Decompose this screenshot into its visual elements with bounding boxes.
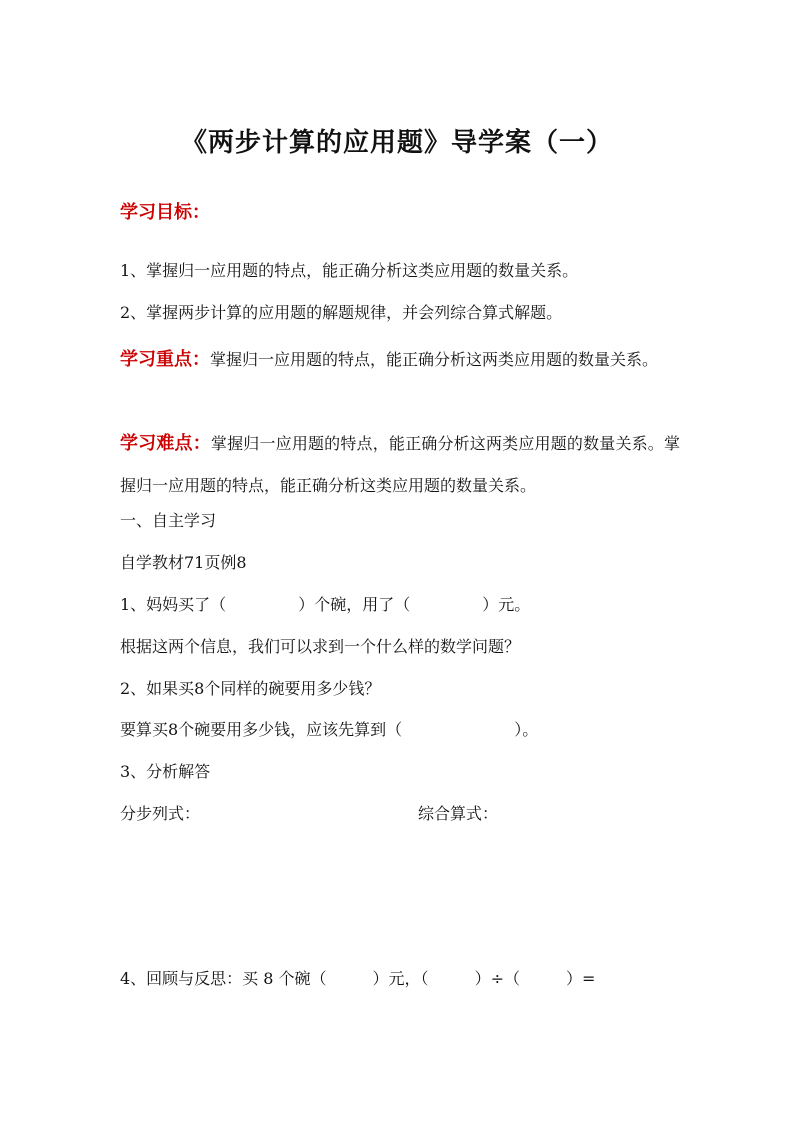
question-1 <box>120 594 680 616</box>
section1-heading: 一、自主学习 <box>120 511 217 530</box>
step-by-step-label: 分步列式： <box>120 804 201 823</box>
study-instruction: 自学教材71页例8 <box>120 553 247 572</box>
page-title: 《两步计算的应用题》导学案（一） <box>180 128 613 158</box>
q1-part-a: 1、妈妈买了（ <box>120 595 227 614</box>
difficulty <box>120 423 680 507</box>
question-4 <box>120 968 680 990</box>
difficulty-text: 掌握归一应用题的特点，能正确分析这两类应用题的数量关系。掌握归一应用题的特点，能正确分析这类应用题的数量关系。 <box>120 434 680 495</box>
goal-item-2: 2、掌握两步计算的应用题的解题规律，并会列综合算式解题。 <box>120 303 563 322</box>
question-2-hint <box>120 719 680 741</box>
q2-part-a: 要算买8个碗要用多少钱，应该先算到（ <box>120 720 403 739</box>
key-point-text: 掌握归一应用题的特点，能正确分析这两类应用题的数量关系。 <box>210 350 659 369</box>
q1-part-b: ）个碗，用了（ <box>298 595 411 614</box>
q4-part-d: ）= <box>565 969 596 988</box>
difficulty-label: 学习难点： <box>120 433 211 454</box>
question-2: 2、如果买8个同样的碗要用多少钱？ <box>120 679 381 698</box>
goal-item-1: 1、掌握归一应用题的特点，能正确分析这类应用题的数量关系。 <box>120 261 579 280</box>
key-point <box>120 339 680 381</box>
goals-heading: 学习目标： <box>120 202 210 223</box>
combined-formula-label: 综合算式： <box>418 804 499 823</box>
q4-part-b: ）元，（ <box>372 969 429 988</box>
question-3: 3、分析解答 <box>120 762 211 781</box>
q4-part-c: ）÷（ <box>474 969 520 988</box>
q1-part-c: ）元。 <box>482 595 531 614</box>
q2-part-b: ）。 <box>514 720 539 739</box>
question-1-prompt: 根据这两个信息，我们可以求到一个什么样的数学问题？ <box>120 637 521 656</box>
q4-part-a: 4、回顾与反思：买 8 个碗（ <box>120 969 327 988</box>
key-point-label: 学习重点： <box>120 349 210 370</box>
